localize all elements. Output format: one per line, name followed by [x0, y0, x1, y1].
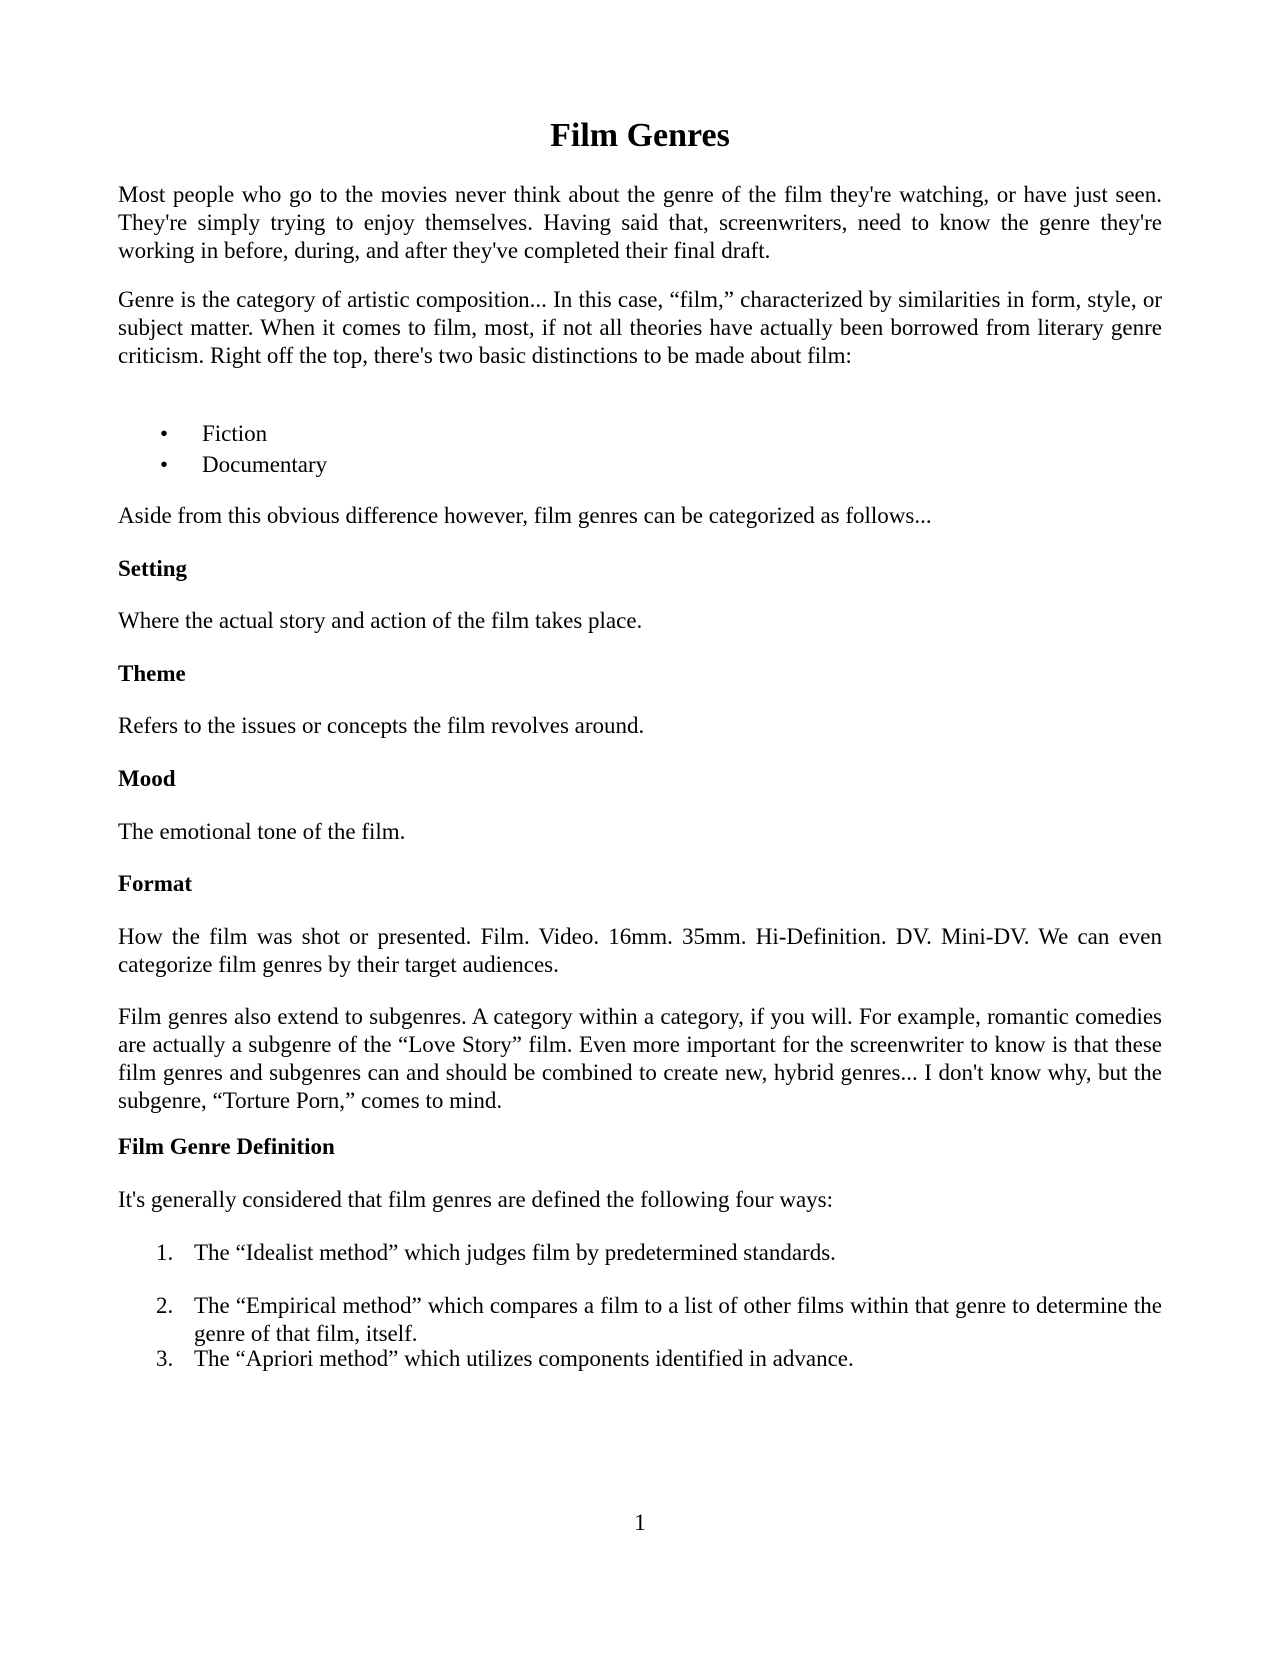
- list-item-text: The “Apriori method” which utilizes components identified in advance.: [194, 1346, 854, 1371]
- bullet-icon: •: [160, 452, 169, 477]
- definition-intro: It's generally considered that film genres are defined the following four ways:: [118, 1187, 833, 1212]
- section-heading-mood: Mood: [118, 766, 176, 791]
- list-item: [118, 1345, 1162, 1373]
- list-item-number: 2.: [156, 1293, 174, 1318]
- list-item: [118, 418, 1162, 449]
- page-title: Film Genres: [550, 117, 730, 154]
- genre-paragraph: Genre is the category of artistic composition... In this case, “film,” characterized by similarities in form, style, or subject matter. When it comes to film, most, if not all theories have actually been borrowed from literary genre criticism. Right off the top, there's two basic distinctions to be made about film:: [118, 287, 1162, 368]
- section-heading-setting: Setting: [118, 556, 187, 581]
- list-item-text: The “Idealist method” which judges film by predetermined standards.: [194, 1240, 836, 1265]
- subgenres-paragraph: Film genres also extend to subgenres. A category within a category, if you will. For example, romantic comedies are actually a subgenre of the “Love Story” film. Even more important for the screenwriter to know is that these film genres and subgenres can and should be combined to create new, hybrid genres... I don't know why, but the subgenre, “Torture Porn,” comes to mind.: [118, 1004, 1162, 1113]
- list-item: [118, 1239, 1162, 1267]
- section-text-setting: Where the actual story and action of the film takes place.: [118, 608, 643, 633]
- list-item-number: 1.: [156, 1240, 174, 1265]
- section-heading-definition: Film Genre Definition: [118, 1134, 335, 1159]
- section-heading-format: Format: [118, 871, 193, 896]
- list-item-label: Documentary: [202, 452, 328, 477]
- intro-paragraph: Most people who go to the movies never think about the genre of the film they're watching, or have just seen. They're simply trying to enjoy themselves. Having said that, screenwriters, need to know the genre they're working in before, during, and after they've completed their final draft.: [118, 182, 1162, 263]
- page-number: 1: [634, 1510, 646, 1535]
- list-item-text: The “Empirical method” which compares a film to a list of other films within that genre to determine the genre of that film, itself.: [194, 1293, 1162, 1346]
- list-item-number: 3.: [156, 1346, 174, 1371]
- distinctions-list: [118, 418, 1162, 480]
- section-text-theme: Refers to the issues or concepts the film revolves around.: [118, 713, 645, 738]
- bullet-icon: •: [160, 421, 169, 446]
- list-item-label: Fiction: [202, 421, 268, 446]
- aside-paragraph: Aside from this obvious difference however, film genres can be categorized as follows...: [118, 503, 932, 528]
- section-heading-theme: Theme: [118, 661, 186, 686]
- list-item: [118, 1292, 1162, 1348]
- section-text-mood: The emotional tone of the film.: [118, 819, 406, 844]
- section-text-format: How the film was shot or presented. Film. Video. 16mm. 35mm. Hi-Definition. DV. Mini-DV. We can even categorize film genres by their target audiences.: [118, 924, 1162, 977]
- list-item: [118, 449, 1162, 480]
